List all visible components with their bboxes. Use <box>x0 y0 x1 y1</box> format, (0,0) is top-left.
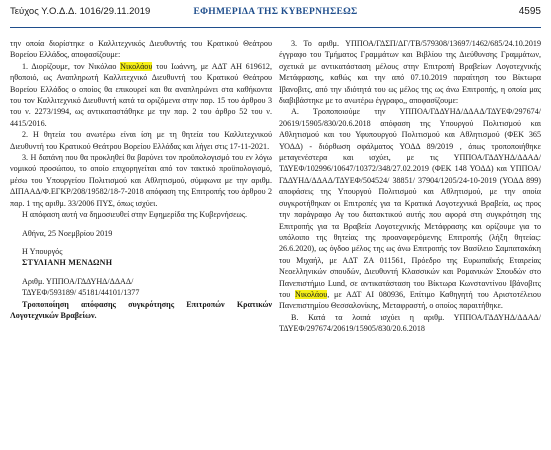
highlighted-name: Νικολάου <box>120 61 153 71</box>
issue-reference: Τεύχος Υ.Ο.Δ.Δ. 1016/29.11.2019 <box>10 6 151 17</box>
minister-name: ΣΤΥΛΙΑΝΗ ΜΕΝΔΩΝΗ <box>22 258 113 268</box>
spacer <box>10 269 272 276</box>
spacer <box>10 221 272 228</box>
right-column <box>279 38 541 450</box>
highlighted-name: Νικολάου <box>295 289 328 299</box>
paragraph-1-start: 1. Διορίζουμε, τον Νικόλαο <box>22 61 121 71</box>
reference-line-2: ΤΔΥΕΦ/593189/ 45181/44101/1377 <box>22 288 140 298</box>
paragraph-b: Β. Κατά τα λοιπά ισχύει η αριθμ. ΥΠΠΟΑ/ΓΔΔΥΗΔ/ΔΔΑΔ/ΤΔΥΕΦ/297674/20619/15905/830/20.6.2018 <box>279 312 541 334</box>
paragraph-a-start: Α. Τροποποιούμε την ΥΠΠΟΑ/ΓΔΔΥΗΔ/ΔΔΑΔ/ΤΔΥΕΦ/297674/ 20619/15905/830/20.6.2018 απόφαση της Υπουργού Πολιτισμού και Αθλητισμού και του Υφυπουργού Πολιτισμού και Αθλητισμού (ΦΕΚ 365 ΥΟΔΔ) - διόρθωση σφάλματος ΥΟΔΔ 89/2019 , όπως τροποποιήθηκε μεταγενέστερα και ισχύει, με τις ΥΠΠΟΑ/ΓΔΔΥΗΔ/ΔΔΑΔ/ΤΔΥΕΦ/102996/10647/10372/348/27.02.2019 (ΦΕΚ 148 ΥΟΔΔ) και ΥΠΠΟΑ/ΓΔΔΥΗΔ/ΔΔΑΔ/ΤΔΥΕΦ/504524/ 38851/ 37904/1205/24-10-2019 (ΥΟΔΔ 899) αποφάσεις της Υπουργού Πολιτισμού και Αθλητισμού, με την οποία συγκροτήθηκαν οι Επιτροπές για τα Κρατικά Λογοτεχνικά Βραβεία, ως προς την παράγραφο Αγ του διατακτικού αυτής που αφορά στη συγκρότηση της Επιτροπής για τα Βραβεία Λογοτεχνικής Μετάφρασης και ορίζουμε για το υπόλοιπο της θητείας της προαναφερόμενης Επιτροπής (λήξη θητείας: 26.6.2020), ως όγδοο μέλος της ως άνω Επιτροπής τον Βασίλειο Σαμπατακάκη του Μιχαήλ, με ΑΔΤ ΖΑ 011561, Πρόεδρο της Ευρωπαϊκής Εταιρείας Νεοελληνικών σπουδών, Διευθυντή Κλασσικών και Ρομανικών Σπουδών στο Πανεπιστήμιο Lund, σε αντικατάσταση του Βίκτωρα Κωνσταντίνου Ιβάνοβιτς του <box>279 107 541 299</box>
left-column <box>10 38 272 450</box>
paragraph-a-end: , με ΑΔΤ ΑΙ 080936, Επίτιμο Καθηγητή του Αριστοτέλειου Πανεπιστημίου Θεσσαλονίκης, Μεταφραστή, ο οποίος παραιτήθηκε. <box>279 289 541 311</box>
intro-paragraph: την οποία διορίστηκε ο Καλλιτεχνικός Διευθυντής του Κρατικού Θεάτρου Βορείου Ελλάδος, αποφασίζουμε: <box>10 39 272 60</box>
paragraph-3: 3. Η δαπάνη που θα προκληθεί θα βαρύνει τον προϋπολογισμό του εν λόγω νομικού προσώπου, το οποίο επιχορηγείται από τον τακτικό προϋπολογισμό, μέσω του Υπουργείου Πολιτισμού και Αθλητισμού, σύμφωνα με την αριθμ. ΔΙΠΑΑΔ/Φ.ΕΓΚΡ/208/19582/18-7-2018 απόφαση της Επιτροπής του άρθρου 2 παρ. 1 της αριθμ. 33/2006 ΠΥΣ, όπως ισχύει. <box>10 153 272 208</box>
decision-title: Τροποποίηση απόφασης συγκρότησης Επιτροπών Κρατικών Λογοτεχνικών Βραβείων. <box>10 299 272 320</box>
paragraph-a <box>279 106 541 311</box>
publish-paragraph: Η απόφαση αυτή να δημοσιευθεί στην Εφημερίδα της Κυβερνήσεως. <box>22 210 248 220</box>
signatory-role: Η Υπουργός <box>22 246 63 256</box>
gazette-title: ΕΦΗΜΕΡΙΔΑ ΤΗΣ ΚΥΒΕΡΝΗΣΕΩΣ <box>193 7 358 17</box>
paragraph-1-end: του Ιωάννη, με ΑΔΤ ΑΗ 619612, ηθοποιό, ως Αναπληρωτή Καλλιτεχνικό Διευθυντή του Κρατικού Θεάτρου Βορείου Ελλάδος ο οποίος θα επικουρεί και θα αναπληρώνει στα καθήκοντα του τον Καλλιτεχνικό Διευθυντή κατά τα οριζόμενα στην παρ. 15 του άρθρου 3 του ν. 2273/1994, ως αντικαταστάθηκε με την παρ. 2 του άρθρο 52 του ν. 4415/2016. <box>10 61 272 128</box>
date-line: Αθήνα, 25 Νοεμβρίου 2019 <box>22 228 113 238</box>
spacer <box>10 239 272 246</box>
header-divider <box>10 27 541 28</box>
paragraph-3-right: 3. Το αριθμ. ΥΠΠΟΑ/ΓΔΣΠ/ΔΓ/ΤΒ/579308/13697/1462/685/24.10.2019 έγγραφο του Τμήματος Γραμμάτων και Βιβλίου της Διεύθυνσης Γραμμάτων, σχετικά με αντικατάσταση μέλους στην Επιτροπή Βραβείων Λογοτεχνικής Μετάφρασης, καθώς και την από 07.10.2019 παραίτηση του Βίκτωρα Ιβανοβιτς, από την ιδιότητά του ως μέλος της ως άνω Επιτροπής, η οποία μας διαβιβάστηκε με το ανωτέρω έγγραφο,, αποφασίζουμε: <box>279 39 541 106</box>
paragraph-2: 2. Η θητεία του ανωτέρω είναι ίση με τη θητεία του Καλλιτεχνικού Διευθυντή του Κρατικού Θεάτρου Βορείου Ελλάδας και λήγει στις 17-11-2021. <box>10 130 272 151</box>
paragraph-1 <box>10 61 272 129</box>
page-number: 4595 <box>518 6 541 17</box>
page-header <box>10 0 541 24</box>
reference-line-1: Αριθμ. ΥΠΠΟΑ/ΓΔΔΥΗΔ/ΔΔΑΔ/ <box>22 276 134 286</box>
